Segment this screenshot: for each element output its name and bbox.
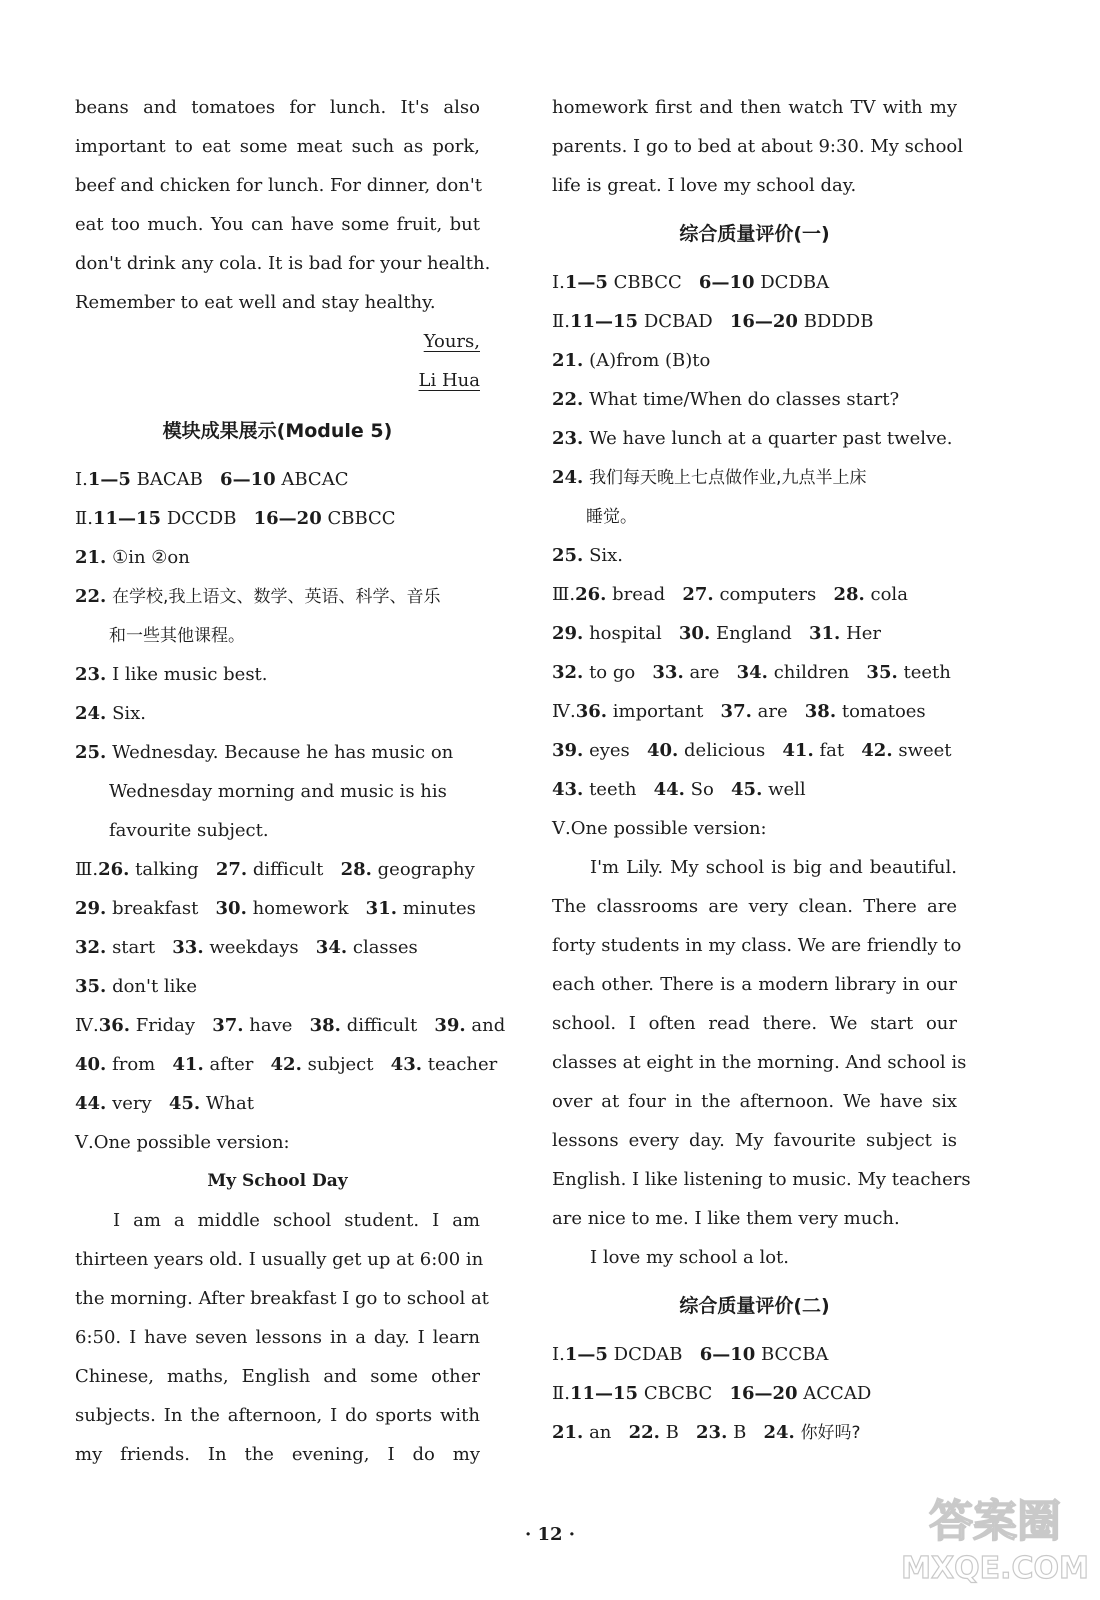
item-number: 34. <box>736 662 768 683</box>
eval2-section-1-answers <box>552 1335 957 1374</box>
answers: CBCBC <box>643 1383 713 1404</box>
item-word: hospital <box>589 623 662 644</box>
item-word: minutes <box>402 898 476 919</box>
essay-line: over at four in the afternoon. We have six <box>552 1091 957 1112</box>
essay-line: parents. I go to bed at about 9:30. My school <box>552 136 963 157</box>
section-number: Ⅱ. <box>552 311 570 332</box>
section-1-answers <box>75 460 480 499</box>
essay-line: lessons every day. My favourite subject is <box>552 1130 957 1151</box>
item-word: classes <box>352 937 418 958</box>
section-3-row <box>552 653 957 692</box>
essay-line: thirteen years old. I usually get up at 6:00 in <box>75 1249 484 1270</box>
item-number: 24. <box>763 1422 795 1443</box>
answer-text: 睡觉。 <box>586 507 637 527</box>
item-word: cola <box>870 584 908 605</box>
essay-line: English. I like listening to music. My teachers <box>552 1169 971 1190</box>
item-number: 43. <box>552 779 584 800</box>
item-number: 45. <box>731 779 763 800</box>
item-number: 38. <box>804 701 837 722</box>
item-number: 44. <box>653 779 685 800</box>
item-word: important <box>612 701 704 722</box>
essay-line: life is great. I love my school day. <box>552 175 857 196</box>
item-word: very <box>112 1093 152 1114</box>
closing-text: Yours, <box>423 331 480 352</box>
item-number: 29. <box>75 898 107 919</box>
item-word: B <box>665 1422 679 1443</box>
item-number: 32. <box>75 937 107 958</box>
item-number: 30. <box>678 623 711 644</box>
section-3-row <box>75 928 480 967</box>
answer-text: (A)from (B)to <box>589 350 711 371</box>
item-word: B <box>733 1422 747 1443</box>
item-number: 35. <box>75 976 107 997</box>
item-number: 33. <box>172 937 204 958</box>
range-label: 16—20 <box>253 508 322 529</box>
answer-text: 在学校,我上语文、数学、英语、科学、音乐 <box>112 587 441 607</box>
item-number: 39. <box>434 1015 466 1036</box>
section-3-row <box>75 850 480 889</box>
item-word: from <box>112 1054 156 1075</box>
evaluation-2-title: 综合质量评价(二) <box>679 1295 830 1317</box>
item-word: homework <box>252 898 349 919</box>
item-word: children <box>773 662 850 683</box>
item-word: teeth <box>903 662 951 683</box>
letter-signature <box>75 361 480 400</box>
essay-line: homework first and then watch TV with my <box>552 97 957 118</box>
range-label: 1—5 <box>564 272 608 293</box>
section-4-row <box>75 1045 498 1084</box>
answer-text: 和一些其他课程。 <box>109 626 245 646</box>
question-21 <box>75 538 480 577</box>
watermark-logo <box>900 1478 1090 1590</box>
question-number: 21. <box>75 547 107 568</box>
section-1-answers <box>552 263 957 302</box>
range-label: 6—10 <box>698 272 755 293</box>
question-number: 23. <box>552 428 584 449</box>
item-word: eyes <box>589 740 630 761</box>
question-25-cont: Wednesday morning and music is his <box>109 781 447 802</box>
answer-text: ①in ②on <box>112 547 190 568</box>
essay-title: My School Day <box>207 1171 348 1191</box>
question-number: 22. <box>75 586 107 607</box>
essay-line: school. I often read there. We start our <box>552 1013 957 1034</box>
watermark-chinese: 答案圈 <box>929 1496 1061 1547</box>
item-number: 30. <box>215 898 247 919</box>
item-number: 31. <box>365 898 397 919</box>
item-number: 32. <box>552 662 584 683</box>
essay-line: are nice to me. I like them very much. <box>552 1208 900 1229</box>
item-word: are <box>689 662 720 683</box>
item-word: after <box>209 1054 254 1075</box>
letter-closing <box>75 322 480 361</box>
item-word: teacher <box>427 1054 498 1075</box>
question-25 <box>552 536 957 575</box>
answer-text: Wednesday. Because he has music on <box>112 742 454 763</box>
question-25-cont: favourite subject. <box>109 820 269 841</box>
item-number: 22. <box>628 1422 660 1443</box>
section-5-label <box>75 1123 480 1162</box>
section-3-row <box>552 575 957 614</box>
item-number: 42. <box>861 740 893 761</box>
item-word: tomatoes <box>841 701 926 722</box>
item-number: 28. <box>340 859 372 880</box>
question-22 <box>75 577 480 616</box>
question-22-cont <box>75 616 480 655</box>
item-word: teeth <box>589 779 637 800</box>
item-number: 40. <box>75 1054 107 1075</box>
question-number: 25. <box>75 742 107 763</box>
section-number: Ⅰ. <box>552 272 565 293</box>
item-word: sweet <box>898 740 952 761</box>
item-number: 41. <box>172 1054 204 1075</box>
answer-text: I like music best. <box>112 664 268 685</box>
section-number: Ⅲ. <box>552 584 576 605</box>
item-word: weekdays <box>209 937 299 958</box>
item-word: subject <box>307 1054 374 1075</box>
item-number: 23. <box>696 1422 728 1443</box>
item-number: 45. <box>168 1093 201 1114</box>
question-23 <box>552 419 957 458</box>
section-number: Ⅴ. <box>552 818 571 839</box>
item-word: difficult <box>346 1015 418 1036</box>
item-word: well <box>768 779 806 800</box>
section-number: Ⅰ. <box>75 469 88 490</box>
section-number: Ⅴ. <box>75 1132 94 1153</box>
question-number: 21. <box>552 350 584 371</box>
question-number: 25. <box>552 545 584 566</box>
range-label: 1—5 <box>87 469 131 490</box>
essay-line: forty students in my class. We are friendly to <box>552 935 962 956</box>
item-number: 26. <box>98 859 130 880</box>
essay-line: my friends. In the evening, I do my <box>75 1444 480 1465</box>
section-number: Ⅱ. <box>75 508 93 529</box>
range-label: 11—15 <box>569 1383 639 1404</box>
section-number: Ⅲ. <box>75 859 99 880</box>
question-23 <box>75 655 480 694</box>
section-2-answers <box>552 302 957 341</box>
essay-line: I am a middle school student. I am <box>113 1210 480 1231</box>
answers: CBBCC <box>613 272 682 293</box>
item-word: talking <box>135 859 199 880</box>
answers: DCDBA <box>760 272 830 293</box>
range-label: 11—15 <box>569 311 639 332</box>
question-number: 24. <box>552 467 584 488</box>
answers: ABCAC <box>281 469 349 490</box>
signature-text: Li Hua <box>418 370 480 391</box>
answers: BCCBA <box>761 1344 829 1365</box>
item-word: England <box>715 623 792 644</box>
item-number: 26. <box>575 584 607 605</box>
section-2-answers <box>75 499 480 538</box>
letter-line: Remember to eat well and stay healthy. <box>75 292 436 313</box>
answers: BDDDB <box>803 311 874 332</box>
item-number: 28. <box>833 584 865 605</box>
page-number: · 12 · <box>524 1524 576 1545</box>
item-word: difficult <box>252 859 324 880</box>
section-3-row <box>552 614 957 653</box>
item-word: geography <box>377 859 475 880</box>
section-4-row <box>552 770 957 809</box>
section-4-row <box>75 1006 506 1045</box>
question-number: 24. <box>75 703 107 724</box>
answers: DCDAB <box>613 1344 683 1365</box>
item-number: 37. <box>212 1015 244 1036</box>
item-word: start <box>112 937 156 958</box>
range-label: 16—20 <box>729 1383 798 1404</box>
essay-line: classes at eight in the morning. And school is <box>552 1052 967 1073</box>
right-column <box>552 88 971 1452</box>
essay-line: 6:50. I have seven lessons in a day. I learn <box>75 1327 480 1348</box>
range-label: 16—20 <box>729 311 798 332</box>
question-24-cont <box>552 497 957 536</box>
item-number: 35. <box>866 662 898 683</box>
item-word: breakfast <box>112 898 199 919</box>
section-4-row <box>552 731 957 770</box>
answer-text: Six. <box>112 703 147 724</box>
item-word: What <box>205 1093 254 1114</box>
module-title: 模块成果展示(Module 5) <box>162 420 393 442</box>
answers: DCCDB <box>166 508 237 529</box>
question-21 <box>552 341 957 380</box>
section-number: Ⅰ. <box>552 1344 565 1365</box>
essay-line: Chinese, maths, English and some other <box>75 1366 480 1387</box>
question-number: 22. <box>552 389 584 410</box>
item-number: 37. <box>720 701 752 722</box>
item-number: 34. <box>315 937 348 958</box>
item-word: So <box>690 779 714 800</box>
section-number: Ⅳ. <box>552 701 576 722</box>
section-3-row <box>75 889 480 928</box>
range-label: 11—15 <box>92 508 162 529</box>
item-number: 40. <box>646 740 679 761</box>
item-word: bread <box>612 584 666 605</box>
item-word: have <box>249 1015 293 1036</box>
item-word: to go <box>589 662 636 683</box>
item-word: Friday <box>135 1015 196 1036</box>
letter-line: beef and chicken for lunch. For dinner, don't <box>75 175 483 196</box>
question-22 <box>552 380 957 419</box>
eval2-questions-row <box>552 1413 957 1452</box>
answers: ACCAD <box>803 1383 872 1404</box>
section-4-row <box>552 692 957 731</box>
left-column <box>75 88 506 1474</box>
essay-line: each other. There is a modern library in our <box>552 974 957 995</box>
answer-text: 我们每天晚上七点做作业,九点半上床 <box>589 468 867 488</box>
essay-line: I love my school a lot. <box>590 1247 789 1268</box>
section-4-row <box>75 1084 480 1123</box>
essay-line: The classrooms are very clean. There are <box>552 896 957 917</box>
item-number: 38. <box>309 1015 341 1036</box>
item-word: fat <box>819 740 845 761</box>
essay-line: subjects. In the afternoon, I do sports with <box>75 1405 480 1426</box>
item-number: 27. <box>215 859 248 880</box>
item-word: computers <box>719 584 817 605</box>
letter-line: don't drink any cola. It is bad for your health. <box>75 253 491 274</box>
item-number: 29. <box>552 623 584 644</box>
item-number: 33. <box>652 662 684 683</box>
item-number: 21. <box>552 1422 584 1443</box>
item-number: 36. <box>98 1015 131 1036</box>
essay-line: I'm Lily. My school is big and beautiful. <box>590 857 957 878</box>
item-word: are <box>757 701 788 722</box>
evaluation-1-title: 综合质量评价(一) <box>679 223 830 245</box>
section-text: One possible version: <box>93 1132 290 1153</box>
essay-line: the morning. After breakfast I go to school at <box>75 1288 489 1309</box>
answer-text: What time/When do classes start? <box>589 389 900 410</box>
answers: CBBCC <box>327 508 396 529</box>
item-number: 27. <box>682 584 714 605</box>
item-word: an <box>589 1422 612 1443</box>
letter-line: important to eat some meat such as pork, <box>75 136 480 157</box>
question-number: 23. <box>75 664 107 685</box>
watermark-domain: MXQE.COM <box>901 1551 1089 1586</box>
item-number: 39. <box>552 740 584 761</box>
range-label: 1—5 <box>564 1344 608 1365</box>
question-25 <box>75 733 480 772</box>
item-word: Her <box>846 623 882 644</box>
item-word: don't like <box>112 976 197 997</box>
section-number: Ⅱ. <box>552 1383 570 1404</box>
question-24 <box>75 694 480 733</box>
item-word: 你好吗? <box>800 1423 861 1443</box>
item-number: 43. <box>390 1054 422 1075</box>
section-3-row <box>75 967 480 1006</box>
item-word: delicious <box>684 740 766 761</box>
question-24 <box>552 458 957 497</box>
item-word: and <box>471 1015 506 1036</box>
item-number: 41. <box>782 740 814 761</box>
letter-line: eat too much. You can have some fruit, but <box>75 214 480 235</box>
item-number: 42. <box>270 1054 302 1075</box>
section-5-label <box>552 809 957 848</box>
item-number: 31. <box>809 623 841 644</box>
item-number: 44. <box>75 1093 107 1114</box>
section-number: Ⅳ. <box>75 1015 99 1036</box>
answer-text: Six. <box>589 545 624 566</box>
letter-line: beans and tomatoes for lunch. It's also <box>75 97 480 118</box>
answers: BACAB <box>136 469 203 490</box>
section-text: One possible version: <box>570 818 767 839</box>
answers: DCBAD <box>643 311 713 332</box>
eval2-section-2-answers <box>552 1374 957 1413</box>
range-label: 6—10 <box>699 1344 756 1365</box>
item-number: 36. <box>575 701 608 722</box>
answer-text: We have lunch at a quarter past twelve. <box>589 428 953 449</box>
range-label: 6—10 <box>220 469 276 490</box>
